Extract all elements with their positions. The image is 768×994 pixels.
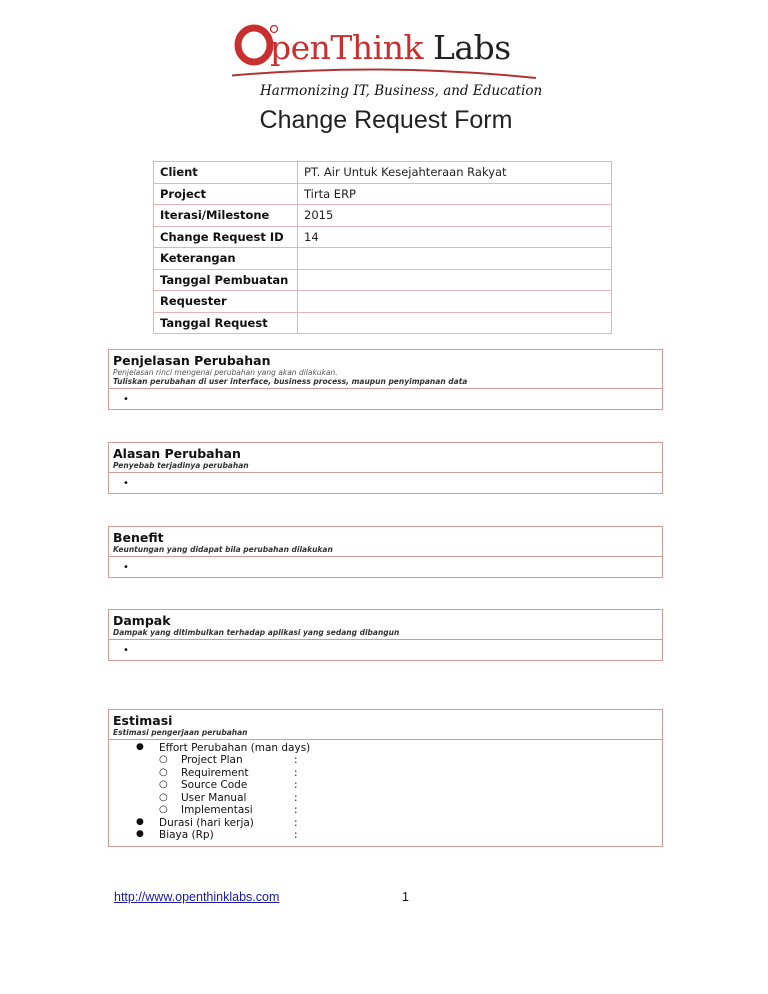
biaya-label: Biaya (Rp) — [159, 829, 214, 841]
row-label: Keterangan — [154, 248, 298, 270]
section-header — [109, 527, 662, 557]
hollow-bullet: ○ — [159, 766, 168, 778]
effort-label: Effort Perubahan (man days) — [159, 742, 311, 754]
colon: : — [294, 791, 298, 804]
company-logo — [232, 16, 536, 82]
section-header — [109, 610, 662, 640]
row-label: Project — [154, 183, 298, 205]
row-label: Iterasi/Milestone — [154, 205, 298, 227]
logo-word-labs: Labs — [432, 28, 511, 67]
colon: : — [294, 816, 298, 829]
colon: : — [294, 766, 298, 779]
bullet: • — [123, 478, 129, 489]
hollow-bullet: ○ — [159, 791, 168, 803]
section-subtitle-2: Tuliskan perubahan di user interface, business process, maupun penyimpanan data — [113, 377, 468, 386]
section-title: Penjelasan Perubahan — [113, 353, 271, 368]
logo-word-openthink: penThink — [270, 28, 423, 67]
colon: : — [294, 754, 298, 766]
table-row — [154, 226, 612, 248]
page-title: Change Request Form — [259, 106, 513, 134]
effort-item-source-code: Source Code — [181, 779, 248, 791]
table-row — [154, 291, 612, 313]
row-value: PT. Air Untuk Kesejahteraan Rakyat — [298, 162, 612, 184]
bullet: • — [123, 562, 129, 573]
section-estimasi — [108, 709, 663, 847]
effort-item-project-plan: Project Plan — [181, 754, 243, 766]
page-number: 1 — [402, 890, 409, 904]
bullet: • — [123, 394, 129, 405]
table-row — [154, 205, 612, 227]
colon: : — [294, 779, 298, 791]
filled-bullet: ● — [136, 829, 144, 839]
section-benefit — [108, 526, 663, 578]
section-subtitle: Penjelasan rinci mengenai perubahan yang akan dilakukan. — [113, 368, 338, 377]
section-content-area[interactable] — [109, 389, 662, 409]
section-title: Estimasi — [113, 713, 173, 728]
section-subtitle: Estimasi pengerjaan perubahan — [113, 728, 248, 737]
row-value[interactable] — [298, 291, 612, 313]
durasi-label: Durasi (hari kerja) — [159, 816, 254, 829]
tagline: Harmonizing IT, Business, and Education — [260, 83, 543, 99]
row-value: 2015 — [298, 205, 612, 227]
section-content-area[interactable] — [109, 557, 662, 577]
section-subtitle: Dampak yang ditimbulkan terhadap aplikasi yang sedang dibangun — [113, 628, 400, 637]
table-row — [154, 183, 612, 205]
request-info-table — [153, 161, 612, 334]
section-subtitle: Keuntungan yang didapat bila perubahan dilakukan — [113, 545, 333, 554]
section-title: Benefit — [113, 530, 164, 545]
effort-item-implementasi: Implementasi — [181, 804, 253, 816]
section-content-area[interactable] — [109, 640, 662, 660]
section-dampak — [108, 609, 663, 661]
section-content-area[interactable] — [109, 473, 662, 493]
section-header — [109, 443, 662, 473]
footer-website-link[interactable]: http://www.openthinklabs.com — [114, 890, 280, 904]
logo-text — [270, 28, 511, 67]
filled-bullet: ● — [136, 742, 144, 752]
table-row — [154, 269, 612, 291]
section-penjelasan-perubahan — [108, 349, 663, 410]
effort-item-requirement: Requirement — [181, 766, 249, 779]
effort-item-user-manual: User Manual — [181, 791, 247, 804]
row-label: Requester — [154, 291, 298, 313]
hollow-bullet: ○ — [159, 779, 168, 790]
section-title: Dampak — [113, 613, 171, 628]
colon: : — [294, 804, 298, 816]
hollow-bullet: ○ — [159, 754, 168, 765]
row-label: Change Request ID — [154, 226, 298, 248]
row-label: Client — [154, 162, 298, 184]
filled-bullet: ● — [136, 816, 144, 827]
table-row — [154, 248, 612, 270]
table-row — [154, 312, 612, 334]
row-label: Tanggal Pembuatan — [154, 269, 298, 291]
row-label: Tanggal Request — [154, 312, 298, 334]
row-value[interactable] — [298, 269, 612, 291]
row-value[interactable] — [298, 248, 612, 270]
section-subtitle: Penyebab terjadinya perubahan — [113, 461, 249, 470]
hollow-bullet: ○ — [159, 804, 168, 815]
row-value: 14 — [298, 226, 612, 248]
table-row — [154, 162, 612, 184]
section-alasan-perubahan — [108, 442, 663, 494]
colon: : — [294, 829, 298, 841]
row-value: Tirta ERP — [298, 183, 612, 205]
section-header — [109, 350, 662, 389]
bullet: • — [123, 645, 129, 656]
section-header — [109, 710, 662, 740]
estimasi-content[interactable] — [109, 740, 662, 846]
section-title: Alasan Perubahan — [113, 446, 241, 461]
row-value[interactable] — [298, 312, 612, 334]
